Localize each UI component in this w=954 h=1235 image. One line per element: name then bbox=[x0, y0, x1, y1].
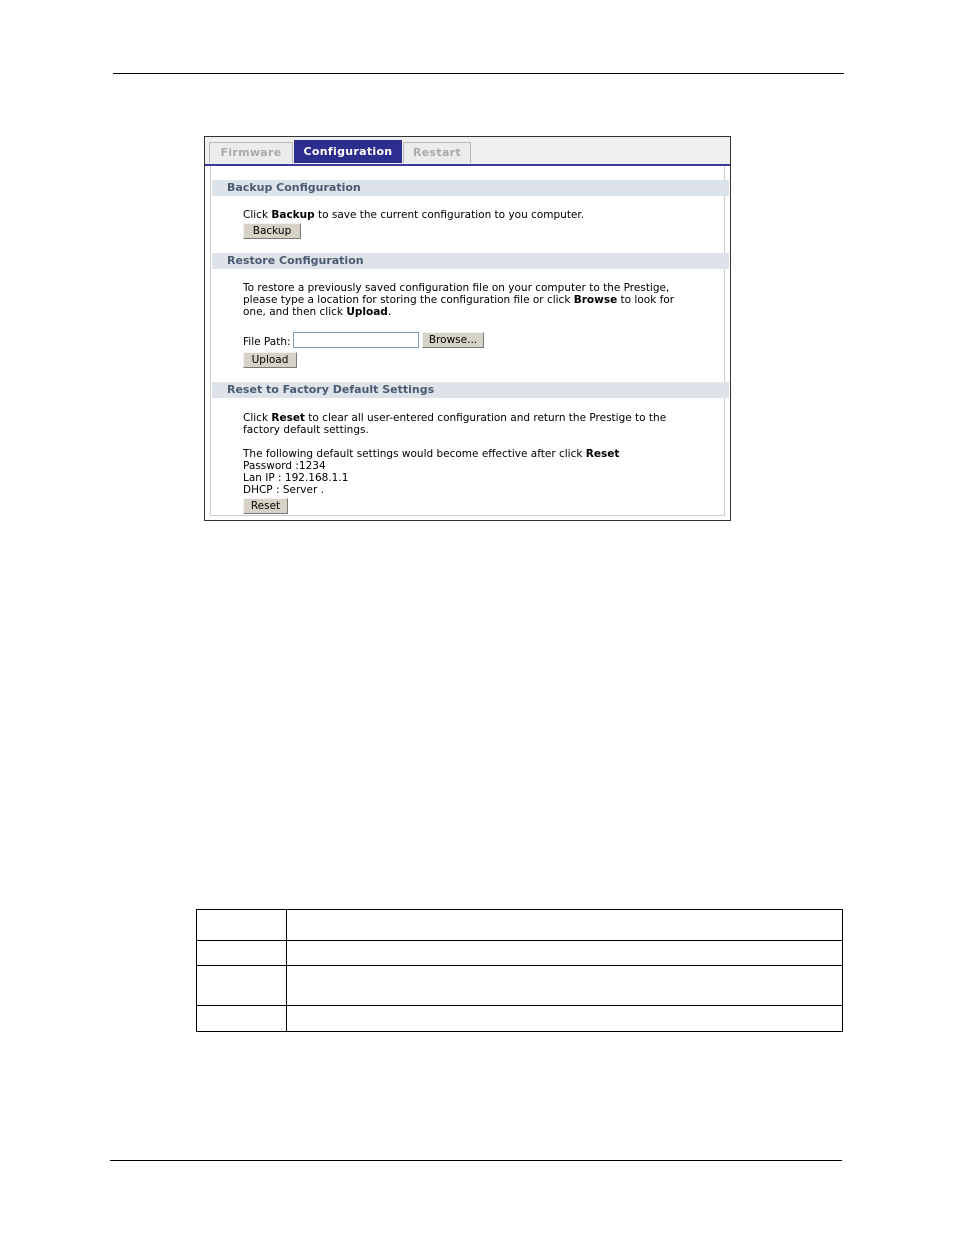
table-header-cell bbox=[287, 910, 843, 941]
tab-firmware[interactable]: Firmware bbox=[209, 142, 293, 163]
header-rule bbox=[113, 73, 844, 74]
backup-section-header: Backup Configuration bbox=[212, 180, 729, 196]
file-path-label: File Path: bbox=[243, 336, 291, 348]
tab-bar bbox=[205, 137, 730, 166]
table-cell bbox=[197, 941, 287, 966]
reset-instructions-line1: Click Reset to clear all user-entered configuration and return the Prestige to the bbox=[243, 412, 667, 424]
reset-section-header: Reset to Factory Default Settings bbox=[212, 382, 729, 398]
table-header-cell bbox=[197, 910, 287, 941]
config-screenshot bbox=[204, 136, 731, 521]
table-row bbox=[197, 966, 843, 1006]
tab-restart[interactable]: Restart bbox=[403, 142, 471, 163]
reset-instructions-line3: The following default settings would become effective after click Reset bbox=[243, 448, 620, 460]
footer-rule bbox=[110, 1160, 842, 1161]
table-cell bbox=[197, 1006, 287, 1032]
table-cell bbox=[197, 966, 287, 1006]
file-path-input[interactable] bbox=[293, 332, 419, 348]
restore-instructions-line2: please type a location for storing the configuration file or click Browse to look for bbox=[243, 294, 675, 306]
default-password: Password :1234 bbox=[243, 460, 326, 472]
table-cell bbox=[287, 966, 843, 1006]
upload-button[interactable]: Upload bbox=[243, 352, 297, 368]
table-cell bbox=[287, 941, 843, 966]
tab-configuration[interactable]: Configuration bbox=[294, 140, 402, 163]
default-dhcp: DHCP : Server . bbox=[243, 484, 324, 496]
default-lan-ip: Lan IP : 192.168.1.1 bbox=[243, 472, 349, 484]
restore-instructions-line1: To restore a previously saved configuration file on your computer to the Prestige, bbox=[243, 282, 670, 294]
restore-section-header: Restore Configuration bbox=[212, 253, 729, 269]
backup-instructions: Click Backup to save the current configuration to you computer. bbox=[243, 209, 585, 221]
table-cell bbox=[287, 1006, 843, 1032]
table-header-row bbox=[197, 910, 843, 941]
table-row bbox=[197, 1006, 843, 1032]
configuration-panel bbox=[210, 166, 725, 516]
reset-instructions-line2: factory default settings. bbox=[243, 424, 369, 436]
table-row bbox=[197, 941, 843, 966]
browse-button[interactable]: Browse... bbox=[422, 332, 484, 348]
field-description-table bbox=[196, 909, 843, 1032]
restore-instructions-line3: one, and then click Upload. bbox=[243, 306, 392, 318]
reset-button[interactable]: Reset bbox=[243, 498, 288, 514]
backup-button[interactable]: Backup bbox=[243, 223, 301, 239]
